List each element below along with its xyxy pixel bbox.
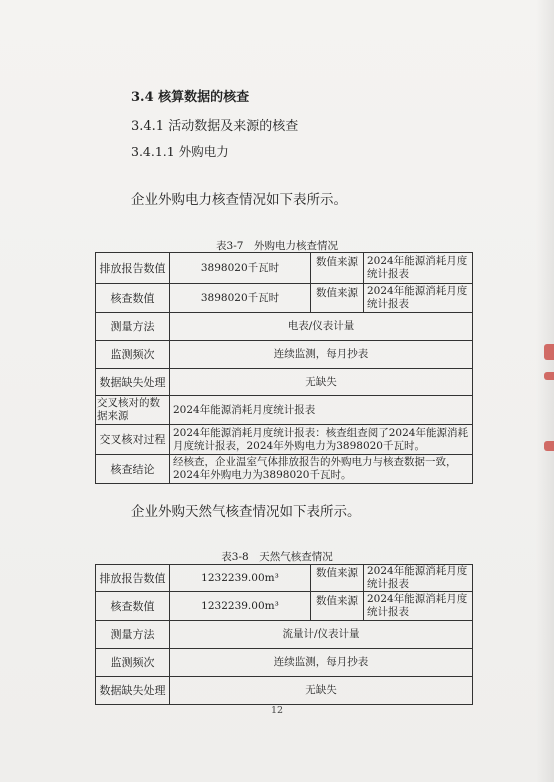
table-cell: 连续监测，每月抄表 bbox=[170, 341, 473, 369]
table-row bbox=[96, 284, 473, 313]
table-cell: 2024年能源消耗月度统计报表：核查组查阅了2024年能源消耗月度统计报表，2024年外购电力为3898020千瓦时。 bbox=[170, 425, 473, 455]
electricity-verification-table bbox=[95, 252, 473, 484]
table-cell: 数值来源 bbox=[311, 565, 364, 592]
table-cell: 2024年能源消耗月度统计报表 bbox=[364, 253, 473, 284]
table-cell: 核查结论 bbox=[96, 455, 170, 484]
table-cell: 数值来源 bbox=[311, 253, 364, 284]
table-cell: 测量方法 bbox=[96, 621, 170, 649]
table-caption-natural-gas: 表3-8 天然气核查情况 bbox=[221, 551, 333, 563]
natural-gas-verification-table bbox=[95, 564, 473, 705]
table-cell: 排放报告数值 bbox=[96, 565, 170, 592]
table-cell: 无缺失 bbox=[170, 677, 473, 705]
seal-stamp-fragment bbox=[544, 441, 554, 451]
table-row bbox=[96, 592, 473, 621]
table-cell: 交叉核对的数据来源 bbox=[96, 396, 170, 425]
table-cell: 1232239.00m³ bbox=[170, 565, 311, 592]
seal-stamp-fragment bbox=[544, 372, 554, 380]
table-cell: 2024年能源消耗月度统计报表 bbox=[364, 284, 473, 313]
seal-stamp-fragment bbox=[544, 344, 554, 360]
table-cell: 1232239.00m³ bbox=[170, 592, 311, 621]
table-cell: 交叉核对过程 bbox=[96, 425, 170, 455]
table-cell: 无缺失 bbox=[170, 369, 473, 396]
table-row bbox=[96, 253, 473, 284]
table-row bbox=[96, 621, 473, 649]
table-cell: 核查数值 bbox=[96, 592, 170, 621]
table-cell: 经核查，企业温室气体排放报告的外购电力与核查数据一致，2024年外购电力为3898020千瓦时。 bbox=[170, 455, 473, 484]
page-number: 12 bbox=[270, 705, 284, 716]
intro-paragraph-electricity: 企业外购电力核查情况如下表所示。 bbox=[131, 192, 347, 208]
table-cell: 核查数值 bbox=[96, 284, 170, 313]
table-row bbox=[96, 341, 473, 369]
table-cell: 流量计/仪表计量 bbox=[170, 621, 473, 649]
table-row bbox=[96, 565, 473, 592]
subsubsection-heading: 3.4.1.1 外购电力 bbox=[131, 144, 229, 159]
page-edge-shadow bbox=[536, 0, 554, 782]
section-heading: 3.4 核算数据的核查 bbox=[131, 90, 250, 105]
table-row bbox=[96, 425, 473, 455]
table-row bbox=[96, 313, 473, 341]
table-cell: 排放报告数值 bbox=[96, 253, 170, 284]
table-row bbox=[96, 649, 473, 677]
table-row bbox=[96, 677, 473, 705]
table-cell: 测量方法 bbox=[96, 313, 170, 341]
table-cell: 2024年能源消耗月度统计报表 bbox=[364, 565, 473, 592]
table-cell: 数据缺失处理 bbox=[96, 677, 170, 705]
intro-paragraph-natural-gas: 企业外购天然气核查情况如下表所示。 bbox=[131, 504, 361, 520]
table-cell: 数值来源 bbox=[311, 592, 364, 621]
table-cell: 电表/仪表计量 bbox=[170, 313, 473, 341]
table-caption-electricity: 表3-7 外购电力核查情况 bbox=[216, 240, 338, 252]
table-row bbox=[96, 455, 473, 484]
table-row bbox=[96, 369, 473, 396]
table-cell: 3898020千瓦时 bbox=[170, 253, 311, 284]
table-row bbox=[96, 396, 473, 425]
table-cell: 数据缺失处理 bbox=[96, 369, 170, 396]
table-cell: 2024年能源消耗月度统计报表 bbox=[364, 592, 473, 621]
table-cell: 3898020千瓦时 bbox=[170, 284, 311, 313]
table-cell: 连续监测，每月抄表 bbox=[170, 649, 473, 677]
table-cell: 2024年能源消耗月度统计报表 bbox=[170, 396, 473, 425]
subsection-heading: 3.4.1 活动数据及来源的核查 bbox=[131, 119, 299, 134]
table-cell: 监测频次 bbox=[96, 341, 170, 369]
table-cell: 数值来源 bbox=[311, 284, 364, 313]
table-cell: 监测频次 bbox=[96, 649, 170, 677]
